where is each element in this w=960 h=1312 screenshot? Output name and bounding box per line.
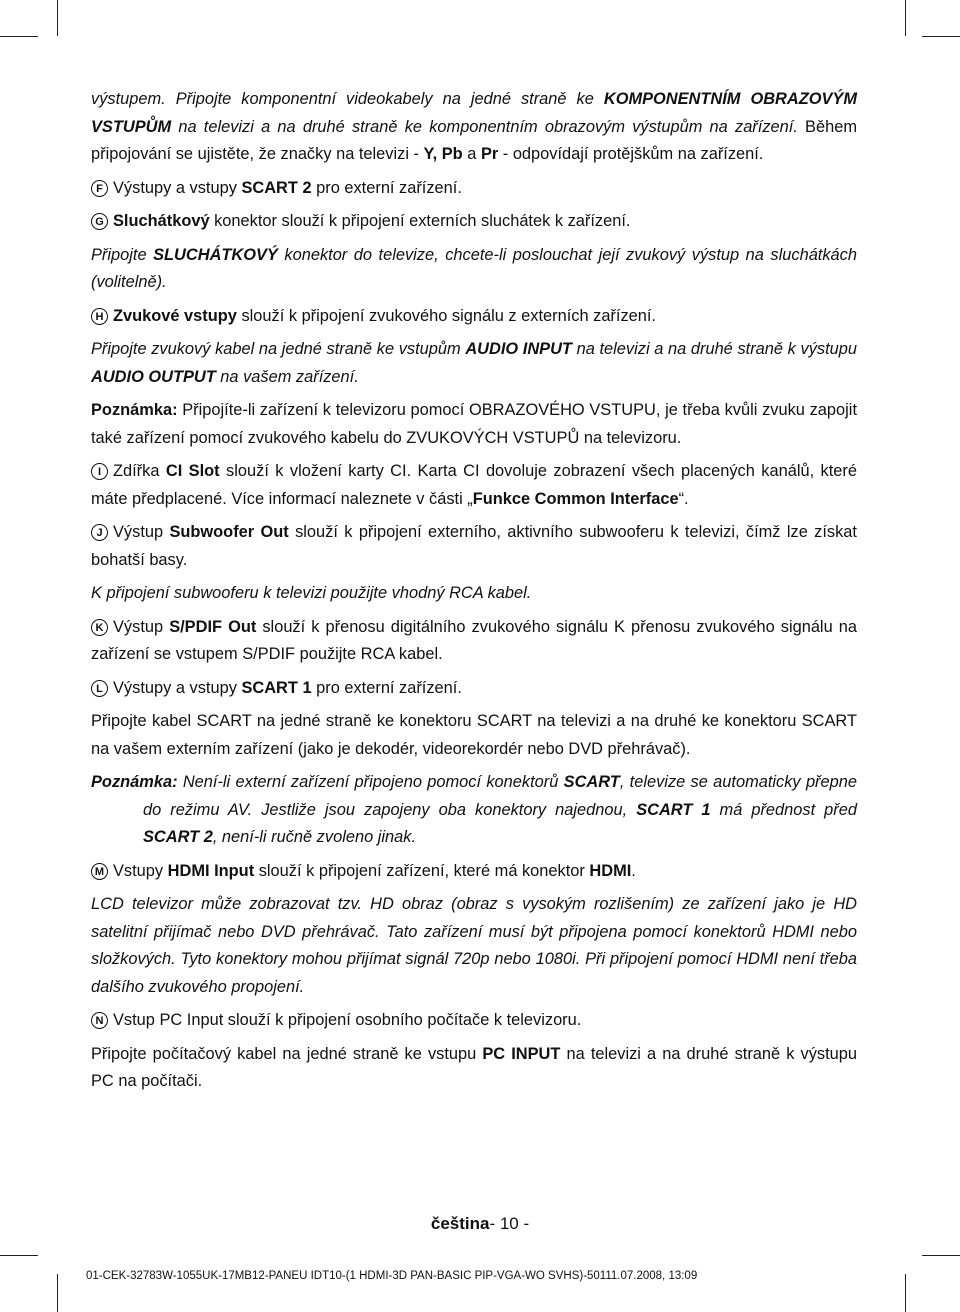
paragraph xyxy=(91,1041,857,1096)
text-run: slouží k připojení zvukového signálu z externích zařízení. xyxy=(236,306,656,325)
text-run: Připojte kabel SCART na jedné straně ke konektoru SCART na televizi a na druhé ke konektoru SCART na vašem externím zařízení (jako je dekodér, videorekordér nebo DVD přehrávač). xyxy=(91,712,857,758)
text-run: Není-li externí zařízení připojeno pomocí konektorů xyxy=(177,773,564,791)
circled-letter-marker: N xyxy=(91,1012,108,1029)
text-run: . xyxy=(631,861,636,880)
bold-term: Sluchátkový xyxy=(113,212,210,230)
text-run: , není-li ručně zvoleno jinak. xyxy=(212,828,416,846)
text-run: Vstupy xyxy=(113,861,168,880)
bold-term: SCART 1 xyxy=(636,800,711,819)
connector-item-f xyxy=(91,175,857,203)
bold-term: SCART xyxy=(563,773,620,791)
bold-term: KOMPONENTNÍM OBRAZOVÝM VSTUPŮM xyxy=(91,90,857,136)
bold-term: Funkce Common Interface xyxy=(472,489,679,508)
page-footer xyxy=(0,1214,960,1234)
paragraph xyxy=(91,242,857,297)
bold-term: Y, Pb xyxy=(423,145,463,163)
text-run: Připojte počítačový kabel na jedné straně ke vstupu xyxy=(91,1044,483,1063)
text-run: Výstupy a vstupy xyxy=(113,178,242,197)
connector-item-m xyxy=(91,858,857,886)
paragraph xyxy=(91,708,857,763)
text-run: Připojte xyxy=(91,245,154,264)
text-run: K připojení subwooferu k televizi použijte vhodný RCA kabel. xyxy=(91,584,532,602)
text-run: slouží k přenosu digitálního zvukového signálu K přenosu zvukového signálu na zařízení se vstupem S/PDIF použijte RCA kabel. xyxy=(91,617,857,663)
bold-term: Poznámka: xyxy=(91,773,178,791)
circled-letter-marker: L xyxy=(91,680,108,697)
crop-mark xyxy=(57,1274,58,1312)
connector-item-n xyxy=(91,1007,857,1035)
bold-term: Poznámka: xyxy=(91,401,178,419)
text-run: Během připojování se ujistěte, že značky na televizi - xyxy=(91,117,857,163)
paragraph xyxy=(91,336,857,391)
text-run: pro externí zařízení. xyxy=(311,178,462,197)
text-run: Zdířka xyxy=(113,462,166,480)
print-meta-line: 01-CEK-32783W-1055UK-17MB12-PANEU IDT10-(1 HDMI-3D PAN-BASIC PIP-VGA-WO SVHS)-50111.07.2008, 13:09 xyxy=(86,1270,698,1282)
text-run: , televize se automaticky přepne do režimu AV. Jestliže jsou zapojeny oba konektory najednou, xyxy=(143,773,857,819)
connector-item-h xyxy=(91,303,857,331)
paragraph xyxy=(91,580,857,608)
text-run: slouží k připojení zařízení, které má konektor xyxy=(254,861,590,880)
circled-letter-marker: G xyxy=(91,213,108,230)
crop-mark xyxy=(922,1255,960,1256)
connector-item-g xyxy=(91,208,857,236)
bold-term: Pr xyxy=(480,145,499,163)
connector-item-i xyxy=(91,458,857,513)
paragraph xyxy=(91,86,857,169)
circled-letter-marker: M xyxy=(91,863,108,880)
paragraph xyxy=(91,397,857,452)
connector-item-l xyxy=(91,675,857,703)
connector-item-j xyxy=(91,519,857,574)
bold-term: AUDIO INPUT xyxy=(465,340,572,358)
text-run: má přednost před xyxy=(710,800,857,819)
paragraph xyxy=(91,891,857,1001)
bold-term: Zvukové vstupy xyxy=(113,306,237,325)
text-run: výstupem. Připojte komponentní videokabely na jedné straně ke xyxy=(91,90,604,108)
text-run: konektor do televize, chcete-li poslouchat její zvukový výstup na sluchátkách (volitelně). xyxy=(91,245,857,291)
bold-term: SCART 2 xyxy=(241,178,312,197)
bold-term: AUDIO OUTPUT xyxy=(91,367,216,386)
text-run: - odpovídají protějškům na zařízení. xyxy=(498,145,764,163)
text-run: na televizi a na druhé straně k výstupu xyxy=(571,340,857,358)
text-run: Výstupy a vstupy xyxy=(113,678,242,697)
crop-mark xyxy=(905,0,906,36)
text-run: Vstup PC Input slouží k připojení osobního počítače k televizoru. xyxy=(113,1011,582,1029)
bold-term: HDMI Input xyxy=(167,861,255,880)
footer-language: čeština xyxy=(430,1214,490,1233)
bold-term: CI Slot xyxy=(165,462,220,480)
circled-letter-marker: J xyxy=(91,524,108,541)
page-number: - 10 - xyxy=(489,1214,530,1233)
text-run: slouží k připojení externího, aktivního subwooferu k televizi, čímž lze získat bohatší basy. xyxy=(91,523,857,569)
text-run: slouží k vložení karty CI. Karta CI dovoluje zobrazení všech placených kanálů, které máte předplacené. Více informací naleznete v části „ xyxy=(91,462,857,508)
circled-letter-marker: I xyxy=(91,463,108,480)
text-run: na televizi a na druhé straně k výstupu PC na počítači. xyxy=(91,1044,857,1090)
crop-mark xyxy=(0,1255,38,1256)
crop-mark xyxy=(0,36,38,37)
crop-mark xyxy=(922,36,960,37)
text-run: Výstup xyxy=(113,523,170,541)
text-run: na vašem zařízení. xyxy=(215,367,359,386)
crop-mark xyxy=(57,0,58,36)
text-run: Připojte zvukový kabel na jedné straně ke vstupům xyxy=(91,340,466,358)
paragraph xyxy=(91,769,857,852)
text-run: Připojíte-li zařízení k televizoru pomocí OBRAZOVÉHO VSTUPU, je třeba kvůli zvuku zapojit také zařízení pomocí zvukového kabelu do ZVUKOVÝCH VSTUPŮ na televizoru. xyxy=(91,401,857,447)
bold-term: Subwoofer Out xyxy=(169,523,289,541)
bold-term: SCART 2 xyxy=(143,828,213,846)
text-run: a xyxy=(462,145,481,163)
circled-letter-marker: K xyxy=(91,619,108,636)
bold-term: SLUCHÁTKOVÝ xyxy=(153,245,278,264)
circled-letter-marker: F xyxy=(91,180,108,197)
bold-term: SCART 1 xyxy=(241,678,312,697)
connector-item-k xyxy=(91,614,857,669)
crop-mark xyxy=(905,1274,906,1312)
manual-body-text xyxy=(91,86,857,1102)
text-run: na televizi a na druhé straně ke komponentním obrazovým výstupům na zařízení. xyxy=(171,117,798,136)
circled-letter-marker: H xyxy=(91,308,108,325)
text-run: “. xyxy=(678,489,689,508)
bold-term: S/PDIF Out xyxy=(169,617,257,636)
text-run: Výstup xyxy=(113,617,170,636)
bold-term: PC INPUT xyxy=(482,1044,561,1063)
text-run: pro externí zařízení. xyxy=(311,678,462,697)
text-run: konektor slouží k připojení externích sluchátek k zařízení. xyxy=(209,212,631,230)
bold-term: HDMI xyxy=(589,861,632,880)
text-run: LCD televizor může zobrazovat tzv. HD obraz (obraz s vysokým rozlišením) ze zařízení jako je HD satelitní přijímač nebo DVD přehrávač. Tato zařízení musí být připojena pomocí konektorů HDMI nebo složkových. Tyto konektory mohou přijímat signál 720p nebo 1080i. Při připojení pomocí HDMI není třeba dalšího zvukového propojení. xyxy=(91,895,857,996)
